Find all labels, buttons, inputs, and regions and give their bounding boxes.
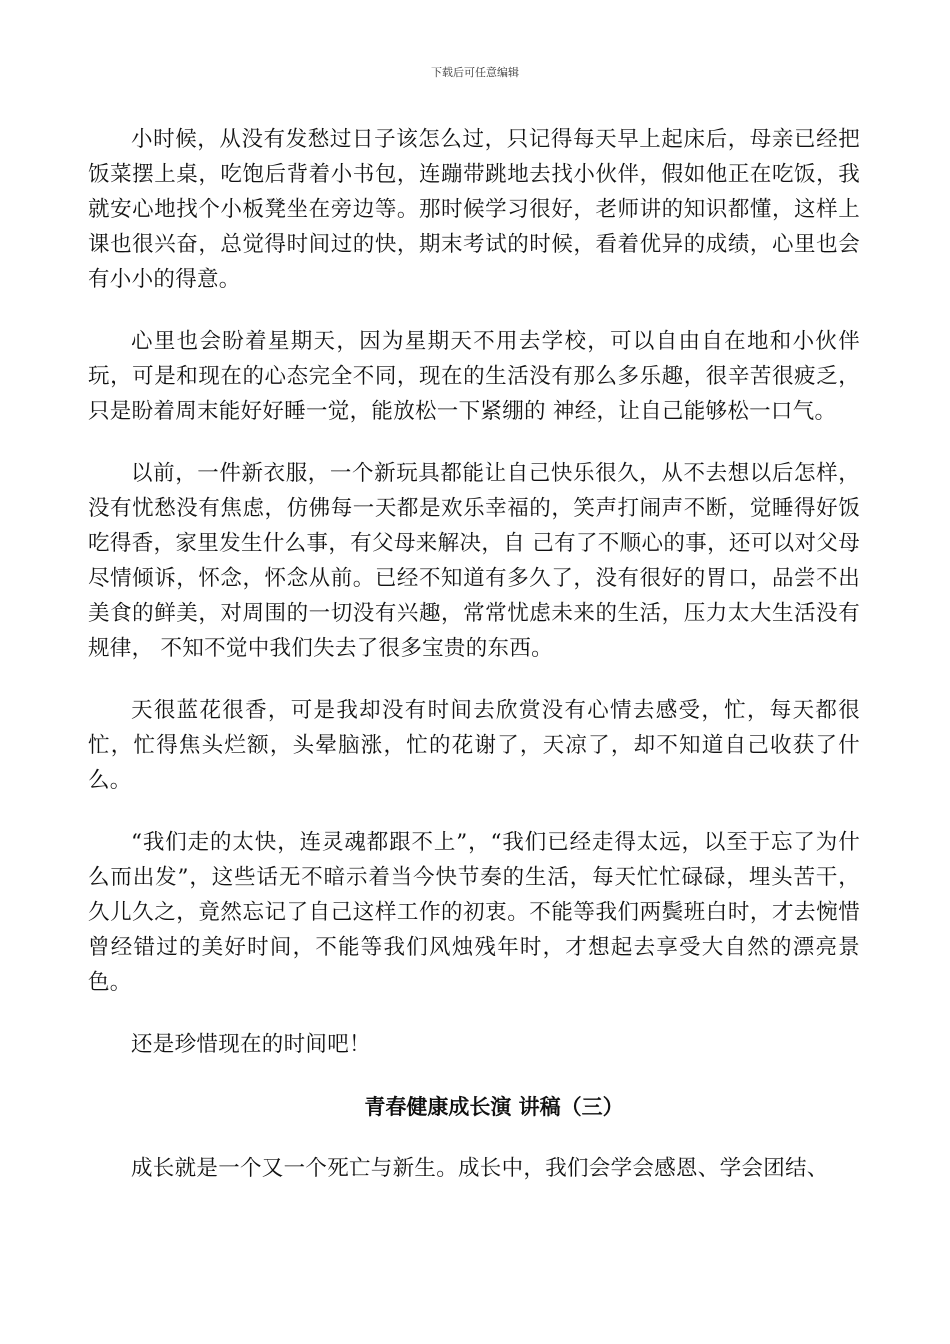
paragraph-sunday: 心里也会盼着星期天，因为星期天不用去学校，可以自由自在地和小伙伴玩，可是和现在的心态完全不同，现在的生活没有那么多乐趣，很辛苦很疲乏，只是盼着周末能好好睡一觉，能放松一下紧绷的 神经，让自己能够松一口气。 bbox=[88, 329, 860, 424]
document-body bbox=[88, 122, 860, 1213]
section-title: 青春健康成长演 讲稿（三） bbox=[364, 1094, 624, 1119]
paragraph-busy: 天很蓝花很香，可是我却没有时间去欣赏没有心情去感受，忙，每天都很忙，忙得焦头烂额，头晕脑涨，忙的花谢了，天凉了，却不知道自己收获了什么。 bbox=[88, 698, 860, 793]
paragraph-cherish: 还是珍惜现在的时间吧！ bbox=[131, 1032, 371, 1057]
header-note: 下载后可任意编辑 bbox=[431, 66, 519, 79]
paragraph-childhood: 小时候，从没有发愁过日子该怎么过，只记得每天早上起床后，母亲已经把饭菜摆上桌，吃饱后背着小书包，连蹦带跳地去找小伙伴，假如他正在吃饭，我就安心地找个小板凳坐在旁边等。那时候学习很好，老师讲的知识都懂，这样上课也很兴奋，总觉得时间过的快，期末考试的时候，看着优异的成绩，心里也会有小小的得意。 bbox=[88, 127, 860, 292]
paragraph-past: 以前，一件新衣服，一个新玩具都能让自己快乐很久，从不去想以后怎样，没有忧愁没有焦虑，仿佛每一天都是欢乐幸福的，笑声打闹声不断，觉睡得好饭吃得香，家里发生什么事，有父母来解决，自 己有了不顺心的事，还可以对父母尽情倾诉，怀念，怀念从前。已经不知道有多久了，没有很好的胃口，品尝不出美食的鲜美，对周围的一切没有兴趣，常常忧虑未来的生活，压力太大生活没有规律， 不知不觉中我们失去了很多宝贵的东西。 bbox=[88, 461, 860, 661]
paragraph-growth: 成长就是一个又一个死亡与新生。成长中，我们会学会感恩、学会团结、 bbox=[131, 1156, 829, 1181]
paragraph-quote: “我们走的太快，连灵魂都跟不上”，“我们已经走得太远，以至于忘了为什么而出发”，这些话无不暗示着当今快节奏的生活，每天忙忙碌碌，埋头苦干，久儿久之，竟然忘记了自己这样工作的初衷。不能等我们两鬓班白时，才去惋惜曾经错过的美好时间，不能等我们风烛残年时，才想起去享受大自然的漂亮景色。 bbox=[88, 830, 860, 995]
